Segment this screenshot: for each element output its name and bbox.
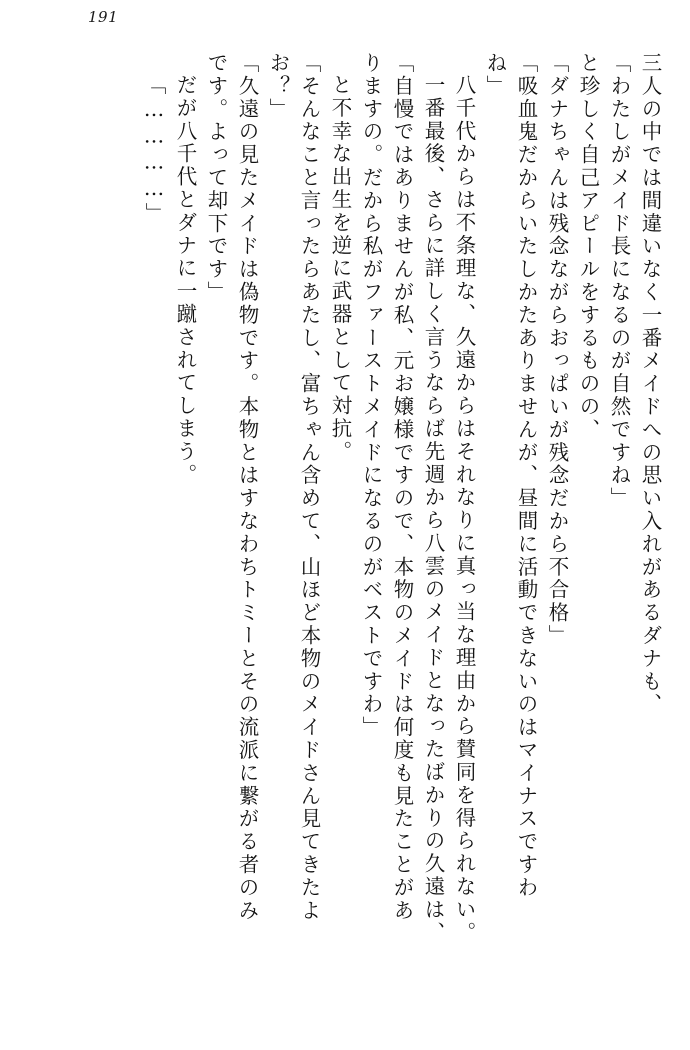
text-line: ね」 (483, 52, 507, 98)
page-number: 191 (88, 8, 119, 26)
text-line: 「久遠の見たメイドは偽物です。本物とはすなわちトミーとその流派に繋がる者のみ (235, 52, 259, 923)
text-line: 三人の中では間違いなく一番メイドへの思い入れがあるダナも、 (638, 52, 662, 717)
text-line: お？」 (266, 52, 290, 121)
text-line: 「ダナちゃんは残念ながらおっぱいが残念だから不合格」 (545, 52, 569, 648)
text-line: と不幸な出生を逆に武器として対抗。 (328, 74, 352, 464)
text-line: 一番最後、さらに詳しく言うならば先週から八雲のメイドとなったばかりの久遠は、 (421, 74, 445, 945)
text-line: りますの。だから私がファーストメイドになるのがベストですわ」 (359, 52, 383, 739)
text-line: と珍しく自己アピールをするものの、 (576, 52, 600, 442)
text-line: 「わたしがメイド長になるのが自然ですね」 (607, 52, 631, 510)
text-line: です。よって却下です」 (204, 52, 228, 304)
text-line: 「…………」 (142, 74, 166, 226)
vertical-text-body (46, 52, 660, 1028)
text-line: 「吸血鬼だからいたしかたありませんが、昼間に活動できないのはマイナスですわ (514, 52, 538, 900)
text-line: 「そんなこと言ったらあたし、富ちゃん含めて、山ほど本物のメイドさん見てきたよ (297, 52, 321, 923)
text-line: だが八千代とダナに一蹴されてしまう。 (173, 74, 197, 487)
text-line: 八千代からは不条理な、久遠からはそれなりに真っ当な理由から賛同を得られない。 (452, 74, 476, 945)
text-line: 「自慢ではありませんが私、元お嬢様ですので、本物のメイドは何度も見たことがあ (390, 52, 414, 923)
